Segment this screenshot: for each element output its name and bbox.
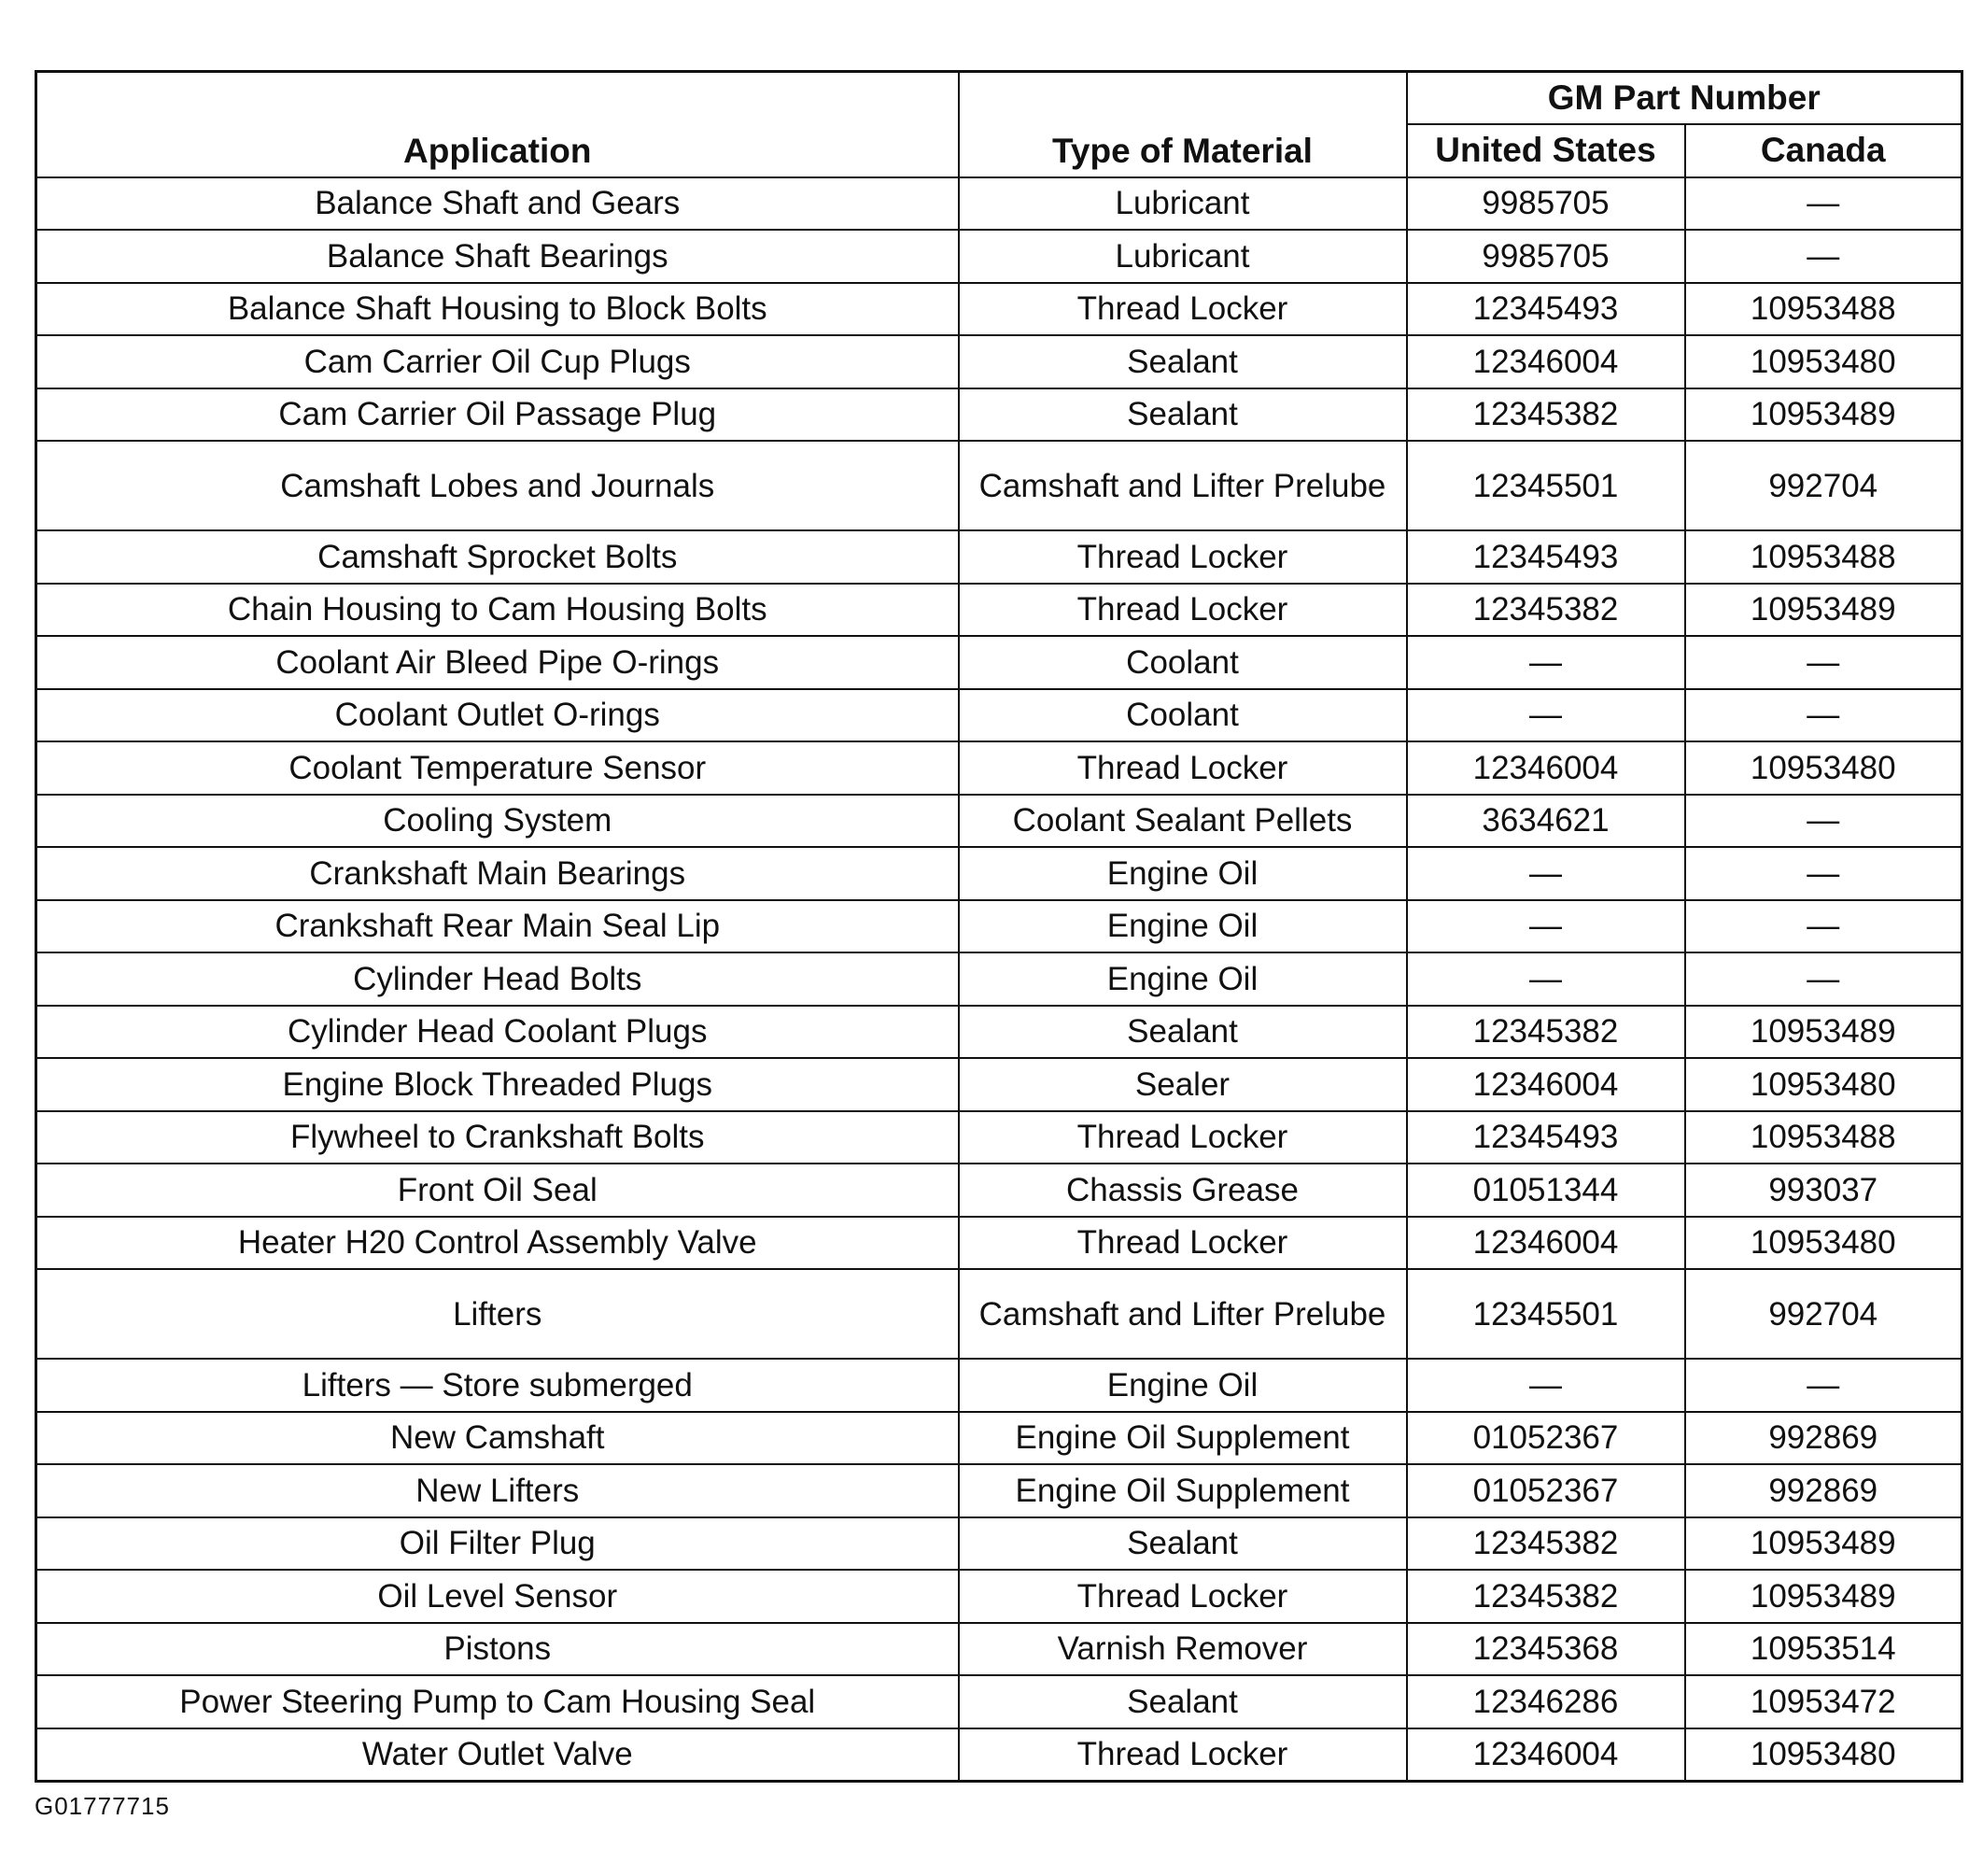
cell-canada-part-number: — bbox=[1685, 795, 1962, 848]
column-group-gm-part-number: GM Part Number bbox=[1407, 72, 1962, 124]
cell-material: Lubricant bbox=[959, 177, 1407, 231]
cell-canada-part-number: — bbox=[1685, 952, 1962, 1006]
cell-us-part-number: 12345382 bbox=[1407, 584, 1685, 637]
cell-us-part-number: 12346004 bbox=[1407, 741, 1685, 795]
table-row bbox=[36, 388, 1962, 442]
cell-material: Thread Locker bbox=[959, 1111, 1407, 1164]
cell-us-part-number: 12346004 bbox=[1407, 1217, 1685, 1270]
table-row bbox=[36, 1269, 1962, 1359]
cell-material: Coolant bbox=[959, 689, 1407, 742]
cell-material: Thread Locker bbox=[959, 283, 1407, 336]
cell-us-part-number: 12345382 bbox=[1407, 1006, 1685, 1059]
table-header bbox=[36, 72, 1962, 177]
cell-canada-part-number: 10953489 bbox=[1685, 1517, 1962, 1571]
cell-us-part-number: 12345368 bbox=[1407, 1623, 1685, 1676]
table-row bbox=[36, 177, 1962, 231]
cell-application: Balance Shaft Bearings bbox=[36, 230, 959, 283]
table-row bbox=[36, 335, 1962, 388]
table-row bbox=[36, 584, 1962, 637]
cell-us-part-number: 12346004 bbox=[1407, 1058, 1685, 1111]
cell-us-part-number: 12345493 bbox=[1407, 283, 1685, 336]
cell-material: Sealant bbox=[959, 1675, 1407, 1728]
cell-application: Pistons bbox=[36, 1623, 959, 1676]
cell-canada-part-number: 10953489 bbox=[1685, 1006, 1962, 1059]
cell-canada-part-number: 10953472 bbox=[1685, 1675, 1962, 1728]
column-header-application: Application bbox=[36, 72, 959, 177]
cell-application: Balance Shaft Housing to Block Bolts bbox=[36, 283, 959, 336]
cell-canada-part-number: — bbox=[1685, 1359, 1962, 1412]
cell-application: Chain Housing to Cam Housing Bolts bbox=[36, 584, 959, 637]
cell-application: Lifters — Store submerged bbox=[36, 1359, 959, 1412]
cell-canada-part-number: 992704 bbox=[1685, 1269, 1962, 1359]
cell-us-part-number: — bbox=[1407, 1359, 1685, 1412]
cell-application: Lifters bbox=[36, 1269, 959, 1359]
cell-material: Thread Locker bbox=[959, 530, 1407, 584]
table-row bbox=[36, 1006, 1962, 1059]
cell-canada-part-number: 10953480 bbox=[1685, 1217, 1962, 1270]
cell-canada-part-number: 10953488 bbox=[1685, 283, 1962, 336]
cell-us-part-number: 12345501 bbox=[1407, 441, 1685, 530]
column-header-material: Type of Material bbox=[959, 72, 1407, 177]
cell-material: Sealer bbox=[959, 1058, 1407, 1111]
cell-application: Coolant Temperature Sensor bbox=[36, 741, 959, 795]
table-row bbox=[36, 1217, 1962, 1270]
cell-canada-part-number: 10953480 bbox=[1685, 335, 1962, 388]
table-row bbox=[36, 530, 1962, 584]
cell-us-part-number: 9985705 bbox=[1407, 230, 1685, 283]
cell-us-part-number: 12345382 bbox=[1407, 1570, 1685, 1623]
cell-canada-part-number: 10953488 bbox=[1685, 1111, 1962, 1164]
table-row bbox=[36, 283, 1962, 336]
table-row bbox=[36, 441, 1962, 530]
cell-application: Oil Filter Plug bbox=[36, 1517, 959, 1571]
cell-material: Thread Locker bbox=[959, 1728, 1407, 1782]
cell-application: New Lifters bbox=[36, 1464, 959, 1517]
cell-canada-part-number: 10953480 bbox=[1685, 1728, 1962, 1782]
cell-material: Sealant bbox=[959, 335, 1407, 388]
table-row bbox=[36, 952, 1962, 1006]
cell-application: Coolant Outlet O-rings bbox=[36, 689, 959, 742]
cell-us-part-number: 12346286 bbox=[1407, 1675, 1685, 1728]
table-row bbox=[36, 1517, 1962, 1571]
table-row bbox=[36, 795, 1962, 848]
cell-us-part-number: 9985705 bbox=[1407, 177, 1685, 231]
cell-material: Engine Oil bbox=[959, 952, 1407, 1006]
cell-application: Cam Carrier Oil Passage Plug bbox=[36, 388, 959, 442]
cell-material: Lubricant bbox=[959, 230, 1407, 283]
table-row bbox=[36, 636, 1962, 689]
cell-canada-part-number: — bbox=[1685, 900, 1962, 953]
cell-material: Engine Oil bbox=[959, 1359, 1407, 1412]
cell-us-part-number: 12345493 bbox=[1407, 1111, 1685, 1164]
cell-us-part-number: 01052367 bbox=[1407, 1412, 1685, 1465]
table-row bbox=[36, 1623, 1962, 1676]
table-row bbox=[36, 847, 1962, 900]
table-row bbox=[36, 1359, 1962, 1412]
cell-us-part-number: 12345501 bbox=[1407, 1269, 1685, 1359]
cell-material: Thread Locker bbox=[959, 741, 1407, 795]
cell-material: Camshaft and Lifter Prelube bbox=[959, 441, 1407, 530]
cell-canada-part-number: 10953480 bbox=[1685, 1058, 1962, 1111]
cell-application: Oil Level Sensor bbox=[36, 1570, 959, 1623]
cell-application: Balance Shaft and Gears bbox=[36, 177, 959, 231]
cell-canada-part-number: 992869 bbox=[1685, 1464, 1962, 1517]
cell-material: Thread Locker bbox=[959, 1570, 1407, 1623]
cell-application: Coolant Air Bleed Pipe O-rings bbox=[36, 636, 959, 689]
cell-application: Power Steering Pump to Cam Housing Seal bbox=[36, 1675, 959, 1728]
cell-us-part-number: 01051344 bbox=[1407, 1164, 1685, 1217]
cell-canada-part-number: 10953489 bbox=[1685, 1570, 1962, 1623]
cell-material: Engine Oil bbox=[959, 847, 1407, 900]
cell-canada-part-number: 992704 bbox=[1685, 441, 1962, 530]
cell-material: Sealant bbox=[959, 388, 1407, 442]
sealant-parts-table bbox=[35, 70, 1963, 1783]
cell-application: Water Outlet Valve bbox=[36, 1728, 959, 1782]
cell-canada-part-number: 10953489 bbox=[1685, 388, 1962, 442]
cell-material: Sealant bbox=[959, 1517, 1407, 1571]
column-header-united-states: United States bbox=[1407, 124, 1685, 177]
figure-id: G01777715 bbox=[35, 1792, 170, 1820]
table-row bbox=[36, 1111, 1962, 1164]
cell-canada-part-number: 10953480 bbox=[1685, 741, 1962, 795]
cell-us-part-number: — bbox=[1407, 900, 1685, 953]
cell-material: Coolant bbox=[959, 636, 1407, 689]
table-row bbox=[36, 1464, 1962, 1517]
table-row bbox=[36, 689, 1962, 742]
cell-us-part-number: 01052367 bbox=[1407, 1464, 1685, 1517]
cell-application: Engine Block Threaded Plugs bbox=[36, 1058, 959, 1111]
cell-material: Thread Locker bbox=[959, 584, 1407, 637]
cell-canada-part-number: — bbox=[1685, 847, 1962, 900]
table-row bbox=[36, 1058, 1962, 1111]
cell-us-part-number: — bbox=[1407, 847, 1685, 900]
cell-material: Coolant Sealant Pellets bbox=[959, 795, 1407, 848]
cell-material: Engine Oil Supplement bbox=[959, 1412, 1407, 1465]
cell-application: Crankshaft Main Bearings bbox=[36, 847, 959, 900]
cell-canada-part-number: 10953514 bbox=[1685, 1623, 1962, 1676]
cell-application: Cooling System bbox=[36, 795, 959, 848]
cell-application: Cylinder Head Coolant Plugs bbox=[36, 1006, 959, 1059]
cell-application: Heater H20 Control Assembly Valve bbox=[36, 1217, 959, 1270]
table-row bbox=[36, 1570, 1962, 1623]
cell-application: Flywheel to Crankshaft Bolts bbox=[36, 1111, 959, 1164]
cell-us-part-number: — bbox=[1407, 952, 1685, 1006]
cell-material: Engine Oil bbox=[959, 900, 1407, 953]
cell-canada-part-number: — bbox=[1685, 230, 1962, 283]
table-row bbox=[36, 230, 1962, 283]
cell-us-part-number: 12346004 bbox=[1407, 335, 1685, 388]
cell-canada-part-number: — bbox=[1685, 636, 1962, 689]
cell-us-part-number: — bbox=[1407, 689, 1685, 742]
column-header-canada: Canada bbox=[1685, 124, 1962, 177]
cell-us-part-number: 12345382 bbox=[1407, 388, 1685, 442]
table-row bbox=[36, 741, 1962, 795]
cell-material: Engine Oil Supplement bbox=[959, 1464, 1407, 1517]
table-row bbox=[36, 1675, 1962, 1728]
cell-material: Thread Locker bbox=[959, 1217, 1407, 1270]
table-body bbox=[36, 177, 1962, 1782]
cell-canada-part-number: 10953489 bbox=[1685, 584, 1962, 637]
cell-canada-part-number: — bbox=[1685, 177, 1962, 231]
cell-application: Front Oil Seal bbox=[36, 1164, 959, 1217]
cell-us-part-number: 3634621 bbox=[1407, 795, 1685, 848]
cell-canada-part-number: 993037 bbox=[1685, 1164, 1962, 1217]
table-row bbox=[36, 1728, 1962, 1782]
cell-canada-part-number: 992869 bbox=[1685, 1412, 1962, 1465]
table-row bbox=[36, 1164, 1962, 1217]
cell-us-part-number: 12346004 bbox=[1407, 1728, 1685, 1782]
cell-material: Camshaft and Lifter Prelube bbox=[959, 1269, 1407, 1359]
cell-us-part-number: — bbox=[1407, 636, 1685, 689]
cell-us-part-number: 12345493 bbox=[1407, 530, 1685, 584]
cell-material: Varnish Remover bbox=[959, 1623, 1407, 1676]
table-row bbox=[36, 900, 1962, 953]
cell-application: Cylinder Head Bolts bbox=[36, 952, 959, 1006]
cell-application: Cam Carrier Oil Cup Plugs bbox=[36, 335, 959, 388]
table-row bbox=[36, 1412, 1962, 1465]
header-row-top bbox=[36, 72, 1962, 124]
cell-material: Chassis Grease bbox=[959, 1164, 1407, 1217]
cell-application: New Camshaft bbox=[36, 1412, 959, 1465]
cell-material: Sealant bbox=[959, 1006, 1407, 1059]
cell-us-part-number: 12345382 bbox=[1407, 1517, 1685, 1571]
cell-application: Crankshaft Rear Main Seal Lip bbox=[36, 900, 959, 953]
cell-canada-part-number: 10953488 bbox=[1685, 530, 1962, 584]
cell-canada-part-number: — bbox=[1685, 689, 1962, 742]
cell-application: Camshaft Lobes and Journals bbox=[36, 441, 959, 530]
cell-application: Camshaft Sprocket Bolts bbox=[36, 530, 959, 584]
